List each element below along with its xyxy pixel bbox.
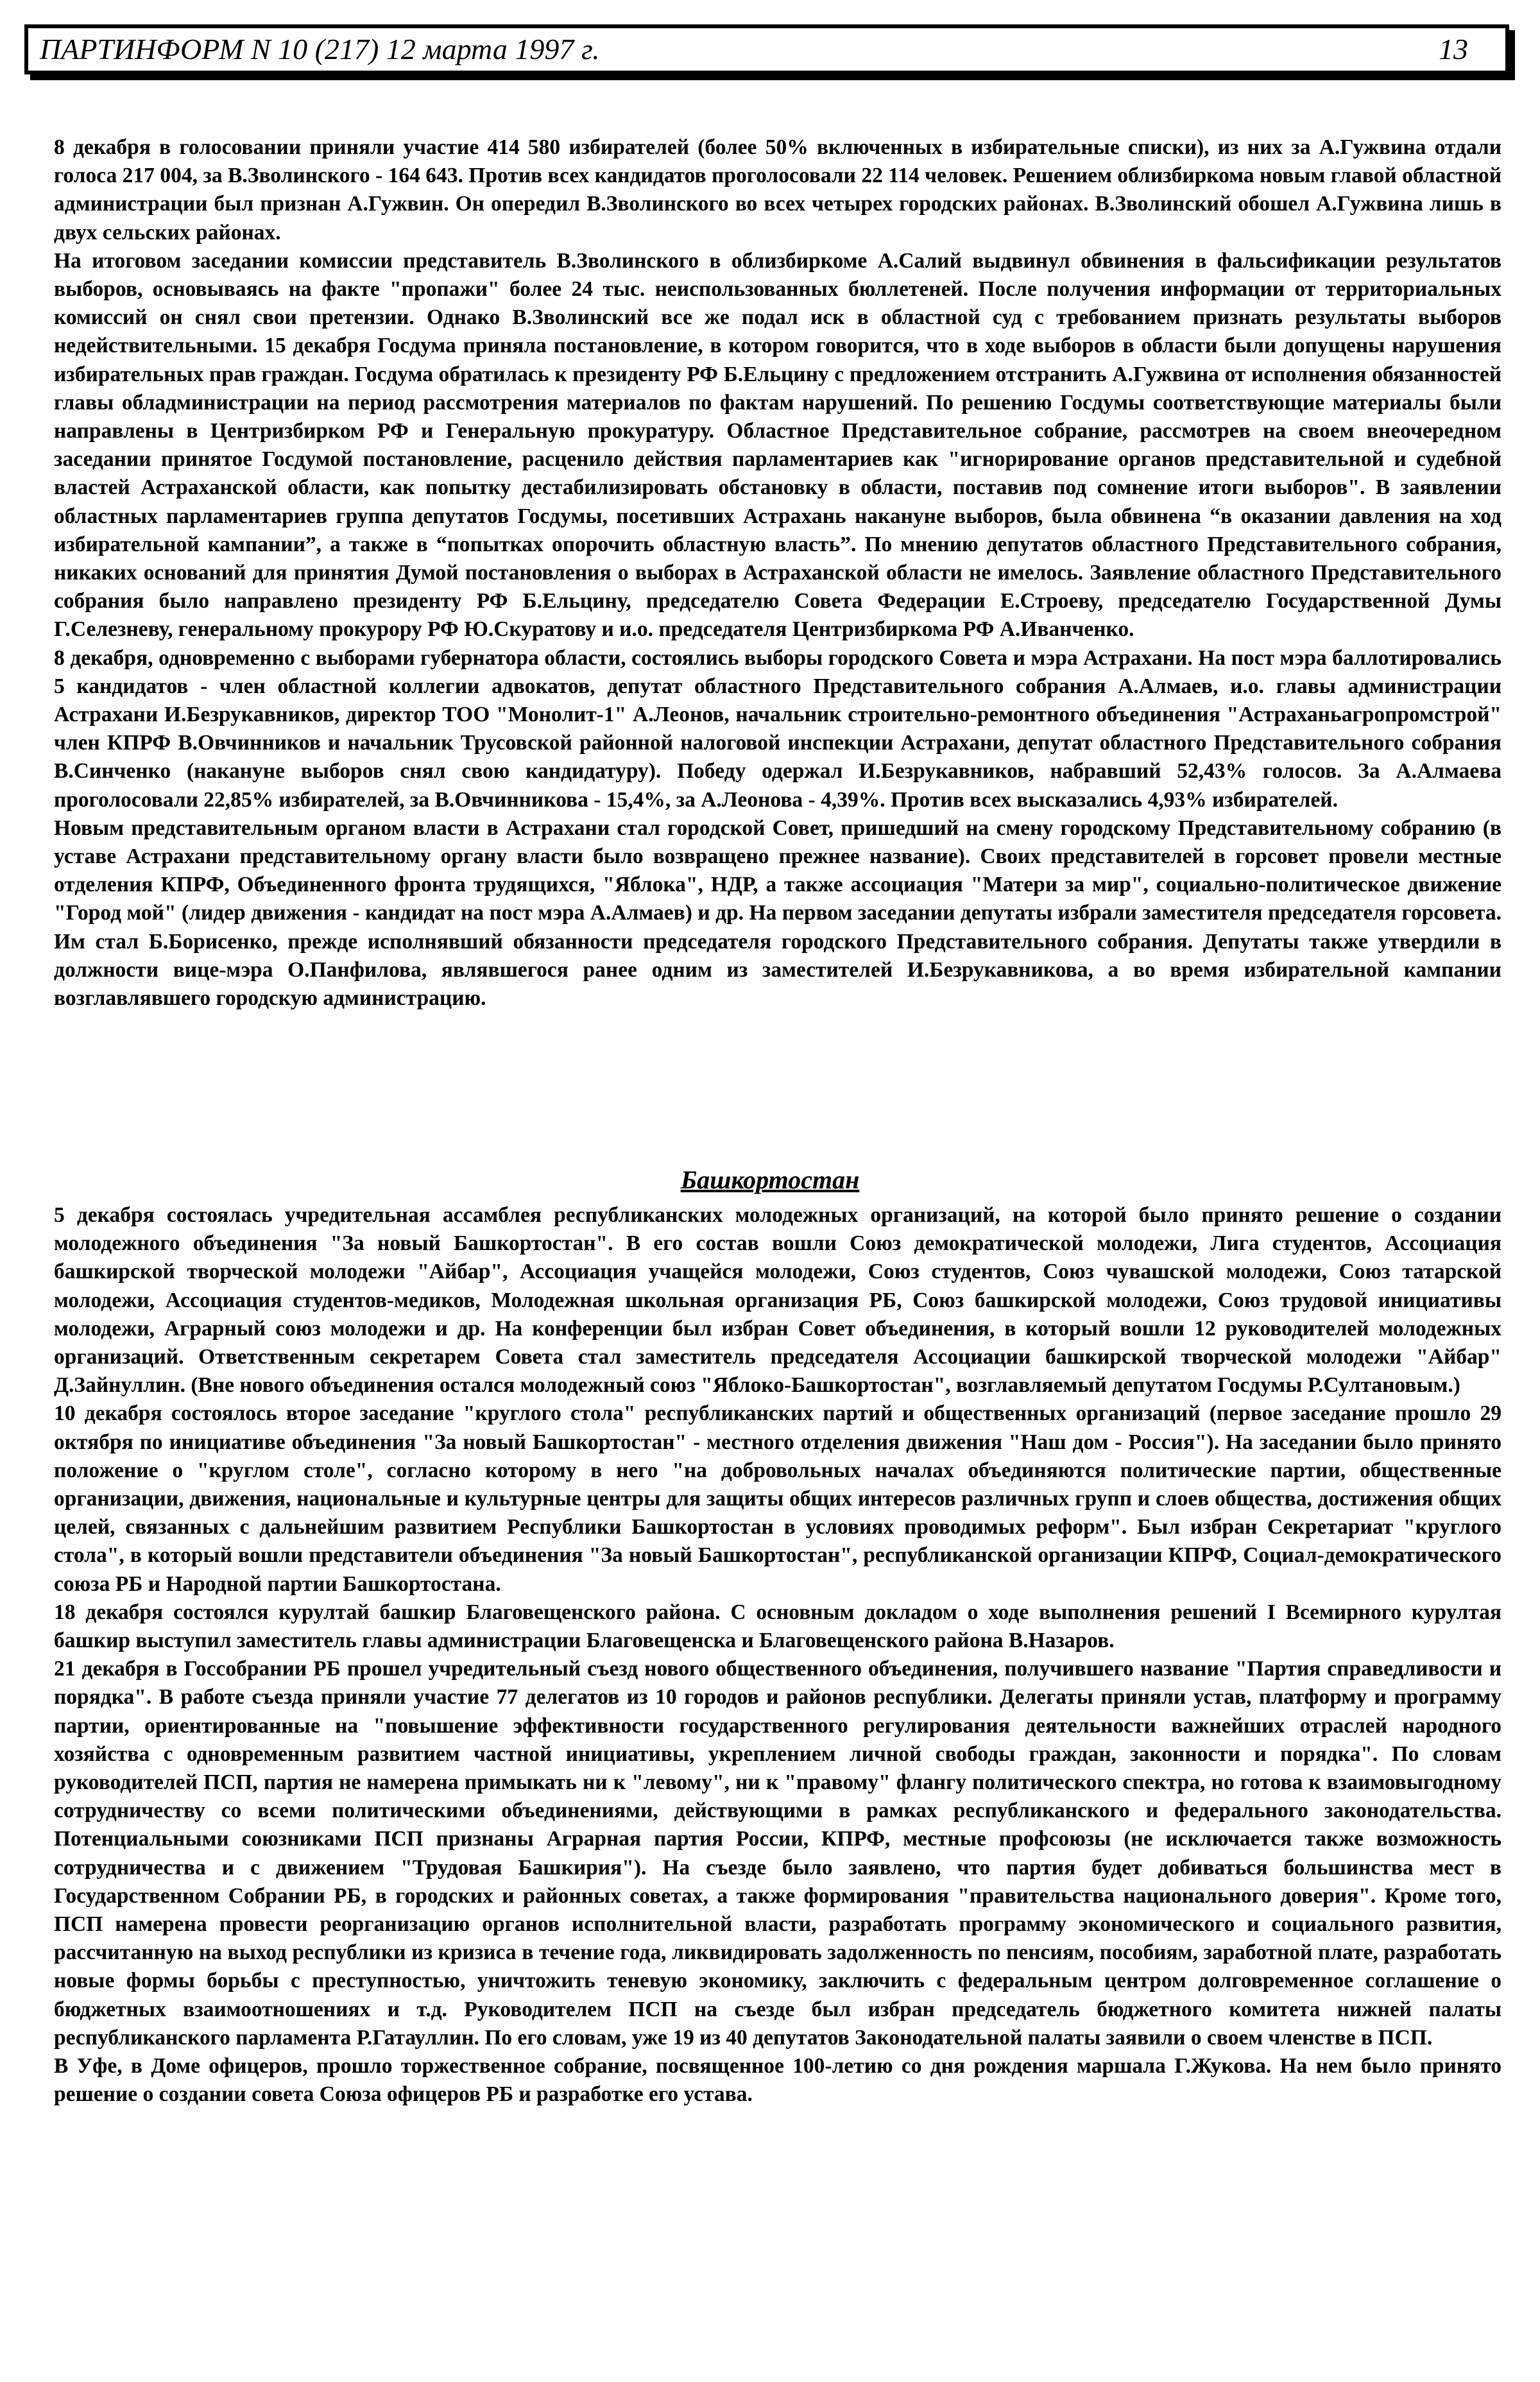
paragraph: 8 декабря, одновременно с выборами губернатора области, состоялись выборы городского Совета и мэра Астрахани. На пост мэра баллотировались 5 кандидатов - член областной коллегии адвокатов, депутат областного Представительного собрания А.Алмаев, и.о. главы администрации Астрахани И.Безрукавников, директор ТОО "Монолит-1" А.Леонов, начальник строительно-ремонтного объединения "Астраханьагропромстрой" член КПРФ В.Овчинников и начальник Трусовской районной налоговой инспекции Астрахани, депутат областного Представительного собрания В.Синченко (накануне выборов снял свою кандидатуру). Победу одержал И.Безрукавников, набравший 52,43% голосов. За А.Алмаева проголосовали 22,85% избирателей, за В.Овчинникова - 15,4%, за А.Леонова - 4,39%. Против всех высказались 4,93% избирателей. <box>54 646 1502 812</box>
article-astrakhan <box>54 133 1502 1013</box>
paragraph: На итоговом заседании комиссии представитель В.Зволинского в облизбиркоме А.Салий выдвинул обвинения в фальсификации результатов выборов, основываясь на факте "пропажи" более 24 тыс. неиспользованных бюллетеней. После получения информации от территориальных комиссий он снял свои претензии. Однако В.Зволинский все же подал иск в областной суд с требованием признать результаты выборов недействительными. 15 декабря Госдума приняла постановление, в котором говорится, что в ходе выборов в области были допущены нарушения избирательных прав граждан. Госдума обратилась к президенту РФ Б.Ельцину с предложением отстранить А.Гужвина от исполнения обязанностей главы обладминистрации на период рассмотрения материалов по фактам нарушений. По решению Госдумы соответствующие материалы были направлены в Центризбирком РФ и Генеральную прокуратуру. Областное Представительное собрание, рассмотрев на своем внеочередном заседании принятое Госдумой постановление, расценило действия парламентариев как "игнорирование органов представительной и судебной властей Астраханской области, как попытку дестабилизировать обстановку в области, поставив под сомнение итоги выборов". В заявлении областных парламентариев группа депутатов Госдумы, посетивших Астрахань накануне выборов, была обвинена “в оказании давления на ход избирательной кампании”, а также в “попытках опорочить областную власть”. По мнению депутатов областного Представительного собрания, никаких оснований для принятия Думой постановления о выборах в Астраханской области не имелось. Заявление областного Представительного собрания было направлено президенту РФ Б.Ельцину, председателю Совета Федерации Е.Строеву, председателю Государственной Думы Г.Селезневу, генеральному прокурору РФ Ю.Скуратову и и.о. председателя Центризбиркома РФ А.Иванченко. <box>54 248 1502 642</box>
paragraph: 21 декабря в Госсобрании РБ прошел учредительный съезд нового общественного объединения, получившего название "Партия справедливости и порядка". В работе съезда приняли участие 77 делегатов из 10 городов и районов республики. Делегаты приняли устав, платформу и программу партии, ориентированные на "повышение эффективности государственного регулирования деятельности важнейших отраслей народного хозяйства с одновременным развитием частной инициативы, укреплением личной свободы граждан, законности и порядка". По словам руководителей ПСП, партия не намерена примыкать ни к "левому", ни к "правому" флангу политического спектра, но готова к взаимовыгодному сотрудничеству со всеми политическими объединениями, действующими в рамках республиканского и федерального законодательства. Потенциальными союзниками ПСП признаны Аграрная партия России, КПРФ, местные профсоюзы (не исключается также возможность сотрудничества и с движением "Трудовая Башкирия"). На съезде было заявлено, что партия будет добиваться большинства мест в Государственном Собрании РБ, в городских и районных советах, а также формирования "правительства национального доверия". Кроме того, ПСП намерена провести реорганизацию органов исполнительной власти, разработать программу экономического и социального развития, рассчитанную на выход республики из кризиса в течение года, ликвидировать задолженность по пенсиям, пособиям, заработной плате, разработать новые формы борьбы с преступностью, уничтожить теневую экономику, заключить с федеральным центром долговременное соглашение о бюджетных взаимоотношениях и т.д. Руководителем ПСП на съезде был избран председатель бюджетного комитета нижней палаты республиканского парламента Р.Гатауллин. По его словам, уже 19 из 40 депутатов Законодательной палаты заявили о своем членстве в ПСП. <box>54 1657 1502 2050</box>
paragraph: В Уфе, в Доме офицеров, прошло торжественное собрание, посвященное 100-летию со дня рождения маршала Г.Жукова. На нем было принято решение о создании совета Союза офицеров РБ и разработке его устава. <box>54 2054 1502 2107</box>
paragraph: 10 декабря состоялось второе заседание "круглого стола" республиканских партий и общественных организаций (первое заседание прошло 29 октября по инициативе объединения "За новый Башкортостан" - местного отделения движения "Наш дом - Россия"). На заседании было принято положение о "круглом столе", согласно которому в него "на добровольных началах объединяются политические партии, общественные организации, движения, национальные и культурные центры для защиты общих интересов различных групп и слоев общества, достижения общих целей, связанных с дальнейшим развитием Республики Башкортостан в условиях проводимых реформ". Был избран Секретариат "круглого стола", в который вошли представители объединения "За новый Башкортостан", республиканской организации КПРФ, Социал-демократического союза РБ и Народной партии Башкортостана. <box>54 1401 1502 1596</box>
publication-title: ПАРТИНФОРМ N 10 (217) 12 марта 1997 г. <box>40 33 600 65</box>
paragraph: Новым представительным органом власти в Астрахани стал городской Совет, пришедший на смену городскому Представительному собранию (в уставе Астрахани представительному органу власти было возвращено прежнее название). Своих представителей в горсовет провели местные отделения КПРФ, Объединенного фронта трудящихся, "Яблока", НДР, а также ассоциация "Матери за мир", социально-политическое движение "Город мой" (лидер движения - кандидат на пост мэра А.Алмаев) и др. На первом заседании депутаты избрали заместителя председателя горсовета. Им стал Б.Борисенко, прежде исполнявший обязанности председателя городского Представительного собрания. Депутаты также утвердили в должности вице-мэра О.Панфилова, являвшегося ранее одним из заместителей И.Безрукавникова, а во время избирательной кампании возглавлявшего городскую администрацию. <box>54 816 1502 1011</box>
section-heading: Башкортостан <box>680 1165 860 1194</box>
page-number: 13 <box>1439 33 1468 65</box>
paragraph: 18 декабря состоялся курултай башкир Благовещенского района. С основным докладом о ходе выполнения решений I Всемирного курултая башкир выступил заместитель главы администрации Благовещенска и Благовещенского района В.Назаров. <box>54 1600 1502 1653</box>
paragraph: 8 декабря в голосовании приняли участие 414 580 избирателей (более 50% включенных в избирательные списки), из них за А.Гужвина отдали голоса 217 004, за В.Зволинского - 164 643. Против всех кандидатов проголосовали 22 114 человек. Решением облизбиркома новым главой областной администрации был признан А.Гужвин. Он опередил В.Зволинского во всех четырех городских районах. В.Зволинский обошел А.Гужвина лишь в двух сельских районах. <box>54 135 1502 244</box>
page-header <box>24 24 1509 74</box>
article-bashkortostan <box>54 1201 1502 2109</box>
paragraph: 5 декабря состоялась учредительная ассамблея республиканских молодежных организаций, на которой было принято решение о создании молодежного объединения "За новый Башкортостан". В его состав вошли Союз демократической молодежи, Лига студентов, Ассоциация башкирской творческой молодежи "Айбар", Ассоциация учащейся молодежи, Союз студентов, Союз чувашской молодежи, Союз татарской молодежи, Ассоциация студентов-медиков, Молодежная школьная организация РБ, Союз башкирской молодежи, Союз трудовой инициативы молодежи, Аграрный союз молодежи и др. На конференции был избран Совет объединения, в который вошли 12 руководителей молодежных организаций. Ответственным секретарем Совета стал заместитель председателя Ассоциации башкирской творческой молодежи "Айбар" Д.Зайнуллин. (Вне нового объединения остался молодежный союз "Яблоко-Башкортостан", возглавляемый депутатом Госдумы Р.Султановым.) <box>54 1203 1502 1398</box>
